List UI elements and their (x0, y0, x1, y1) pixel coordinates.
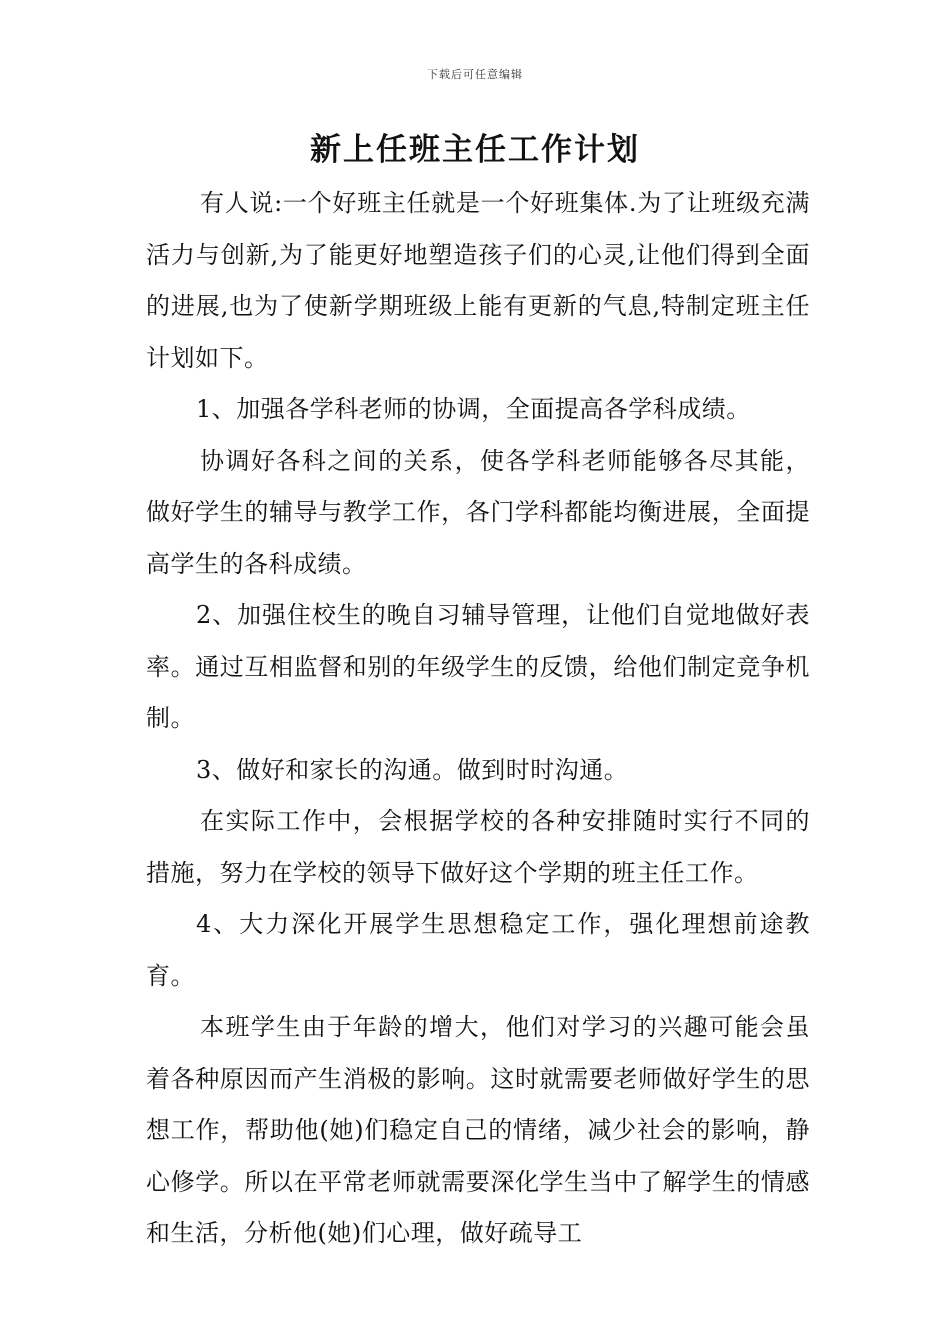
paragraph-item-4-heading: 4、大力深化开展学生思想稳定工作，强化理想前途教育。 (146, 910, 810, 990)
document-body (146, 178, 810, 1260)
paragraph-item-3-body: 在实际工作中，会根据学校的各种安排随时实行不同的措施，努力在学校的领导下做好这个学期的班主任工作。 (146, 807, 810, 887)
paragraph-item-1-body: 协调好各科之间的关系，使各学科老师能够各尽其能，做好学生的辅导与教学工作，各门学科都能均衡进展，全面提高学生的各科成绩。 (146, 446, 810, 578)
paragraph-item-4-body: 本班学生由于年龄的增大，他们对学习的兴趣可能会虽着各种原因而产生消极的影响。这时就需要老师做好学生的思想工作，帮助他(她)们稳定自己的情绪，减少社会的影响，静心修学。所以在平常老师就需要深化学生当中了解学生的情感和生活，分析他(她)们心理，做好疏导工 (146, 1013, 810, 1247)
paragraph-item-3-heading: 3、做好和家长的沟通。做到时时沟通。 (196, 755, 629, 784)
paragraph-item-1-heading: 1、加强各学科老师的协调，全面提高各学科成绩。 (196, 395, 751, 423)
document-title: 新上任班主任工作计划 (310, 132, 640, 168)
header-note: 下载后可任意编辑 (427, 68, 523, 81)
paragraph-item-2: 2、加强住校生的晚自习辅导管理，让他们自觉地做好表率。通过互相监督和别的年级学生的反馈，给他们制定竞争机制。 (146, 601, 810, 732)
paragraph-intro: 有人说:一个好班主任就是一个好班集体.为了让班级充满活力与创新,为了能更好地塑造孩子们的心灵,让他们得到全面的进展,也为了使新学期班级上能有更新的气息,特制定班主任计划如下。 (146, 189, 810, 372)
